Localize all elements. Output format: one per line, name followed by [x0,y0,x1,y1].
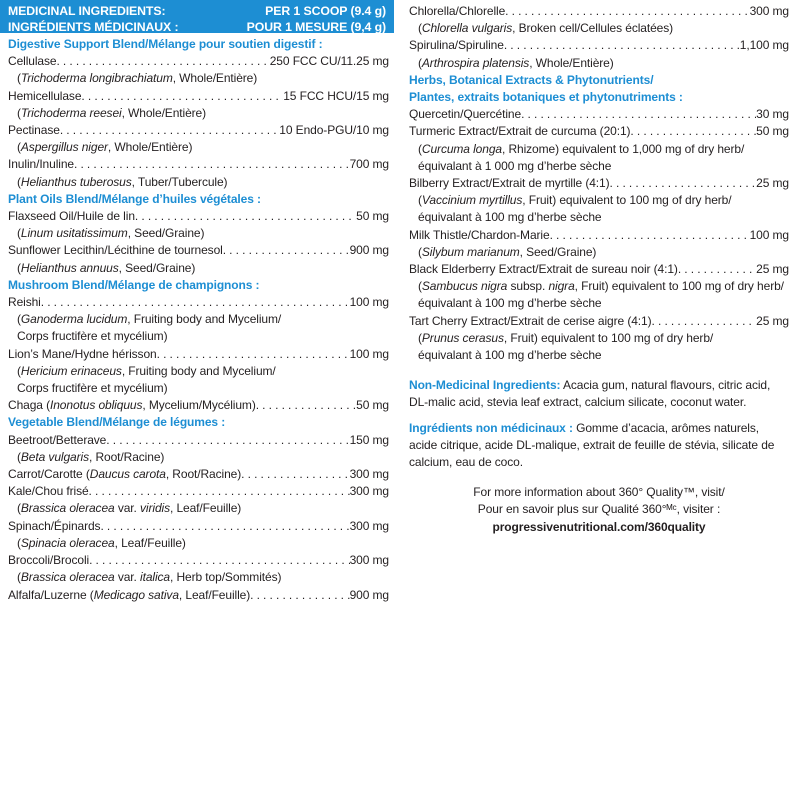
ingredient-row: Lion’s Mane/Hydne hérisson . . . 100 mg [8,346,389,363]
digestive-blend-title: Digestive Support Blend/Mélange pour soutien digestif : [8,37,323,51]
ingredient-row: Carrot/Carotte (Daucus carota, Root/Racine) . . . 300 mg [8,466,389,483]
ingredient-row: Pectinase . . . 10 Endo-PGU/10 mg [8,122,389,139]
left-column [0,0,394,604]
ingredient-source-cont: équivalant à 1 000 mg d’herbe sèche [418,158,612,173]
ingredient-source: (Curcuma longa, Rhizome) equivalent to 1,000 mg of dry herb/ [418,141,745,156]
ingredient-row: Beetroot/Betterave . . . 150 mg [8,432,389,449]
ingredient-row: Black Elderberry Extract/Extrait de sureau noir (4:1) . . . 25 mg [409,261,789,278]
ingredient-row: Reishi . . . 100 mg [8,294,389,311]
header-serving-en: PER 1 SCOOP (9.4 g) [265,4,386,18]
ingredient-source: (Prunus cerasus, Fruit) equivalent to 100 mg of dry herb/ [418,330,714,345]
quality-info-en: For more information about 360° Quality™, visit/ [473,485,725,500]
ingredient-source: (Spinacia oleracea, Leaf/Feuille) [17,535,186,550]
herbs-blend-title-fr: Plantes, extraits botaniques et phytonutriments : [409,90,683,105]
ingredient-source: (Hericium erinaceus, Fruiting body and Mycelium/ [17,363,276,378]
ingredient-source: (Aspergillus niger, Whole/Entière) [17,140,193,155]
ingredient-row: Alfalfa/Luzerne (Medicago sativa, Leaf/Feuille) . . . 900 mg [8,587,389,604]
ingredient-row: Hemicellulase . . . 15 FCC HCU/15 mg [8,88,389,105]
ingredient-source: (Trichoderma longibrachiatum, Whole/Entière) [17,71,258,86]
header-title-fr: INGRÉDIENTS MÉDICINAUX : [8,19,179,34]
vegetable-blend-title: Vegetable Blend/Mélange de légumes : [8,415,226,430]
ingredient-source: (Silybum marianum, Seed/Graine) [418,244,597,259]
ingredients-header [0,0,394,33]
ingredient-source-cont: équivalant à 100 mg d’herbe sèche [418,296,602,311]
ingredient-source-cont: Corps fructifère et mycélium) [17,329,168,344]
ingredient-row: Chlorella/Chlorelle . . . 300 mg [409,3,789,20]
ingredient-source: (Ganoderma lucidum, Fruiting body and Mycelium/ [17,312,282,327]
header-title-en: MEDICINAL INGREDIENTS: [8,4,166,18]
ingredient-row: Kale/Chou frisé . . . 300 mg [8,483,389,500]
ingredient-row: Spinach/Épinards . . . 300 mg [8,518,389,535]
ingredient-row: Sunflower Lecithin/Lécithine de tournesol . . . 900 mg [8,242,389,259]
ingredient-row: Milk Thistle/Chardon-Marie . . . 100 mg [409,227,789,244]
ingredient-row: Quercetin/Quercétine . . . 30 mg [409,106,789,123]
ingredient-source-cont: Corps fructifère et mycélium) [17,381,168,396]
ingredient-source: (Beta vulgaris, Root/Racine) [17,449,165,464]
ingredient-source: (Linum usitatissimum, Seed/Graine) [17,226,205,241]
ingredient-source: (Arthrospira platensis, Whole/Entière) [418,55,614,70]
plant-oils-blend-title: Plant Oils Blend/Mélange d’huiles végétales : [8,191,261,206]
ingredient-source-cont: équivalant à 100 mg d’herbe sèche [418,348,602,363]
ingredient-row: Broccoli/Brocoli . . . 300 mg [8,552,389,569]
quality-info-fr: Pour en savoir plus sur Qualité 360°ᴹᶜ, visiter : [477,502,721,517]
ingredient-source: (Sambucus nigra subsp. nigra, Fruit) equivalent to 100 mg of dry herb/ [418,279,784,294]
ingredient-source: (Helianthus tuberosus, Tuber/Tubercule) [17,174,228,189]
ingredient-row: Turmeric Extract/Extrait de curcuma (20:1) . . . 50 mg [409,123,789,140]
ingredient-source: (Brassica oleracea var. viridis, Leaf/Feuille) [17,501,242,516]
ingredient-source: (Helianthus annuus, Seed/Graine) [17,260,196,275]
non-medicinal-fr: Ingrédients non médicinaux : Gomme d’acacia, arômes naturels, acide citrique, acide DL-malique, extrait de feuille de stévia, silicate de calcium, eau de coco. [409,420,775,470]
ingredient-source: (Trichoderma reesei, Whole/Entière) [17,105,207,120]
ingredient-row: Chaga (Inonotus obliquus, Mycelium/Mycélium) . . . 50 mg [8,397,389,414]
right-column [405,0,789,536]
ingredient-source-cont: équivalant à 100 mg d’herbe sèche [418,210,602,225]
ingredient-row: Bilberry Extract/Extrait de myrtille (4:1) . . . 25 mg [409,175,789,192]
non-medicinal-en: Non-Medicinal Ingredients: Acacia gum, natural flavours, citric acid, DL-malic acid, stevia leaf extract, calcium silicate, coconut water. [409,378,771,410]
ingredient-source: (Chlorella vulgaris, Broken cell/Cellules éclatées) [418,21,674,36]
herbs-blend-title: Herbs, Botanical Extracts & Phytonutrients/ [409,72,654,87]
ingredient-source: (Vaccinium myrtillus, Fruit) equivalent to 100 mg of dry herb/ [418,193,732,208]
ingredient-row: Flaxseed Oil/Huile de lin . . . 50 mg [8,208,389,225]
ingredient-row: Spirulina/Spiruline . . . 1,100 mg [409,37,789,54]
mushroom-blend-title: Mushroom Blend/Mélange de champignons : [8,277,260,292]
quality-url-link[interactable]: progressivenutritional.com/360quality [492,519,706,534]
ingredient-row: Cellulase . . . 250 FCC CU/11.25 mg [8,53,389,70]
ingredient-source: (Brassica oleracea var. italica, Herb top/Sommités) [17,570,282,585]
ingredient-row: Inulin/Inuline . . . 700 mg [8,156,389,173]
header-serving-fr: POUR 1 MESURE (9,4 g) [246,19,386,34]
ingredient-row: Tart Cherry Extract/Extrait de cerise aigre (4:1) . . . 25 mg [409,313,789,330]
